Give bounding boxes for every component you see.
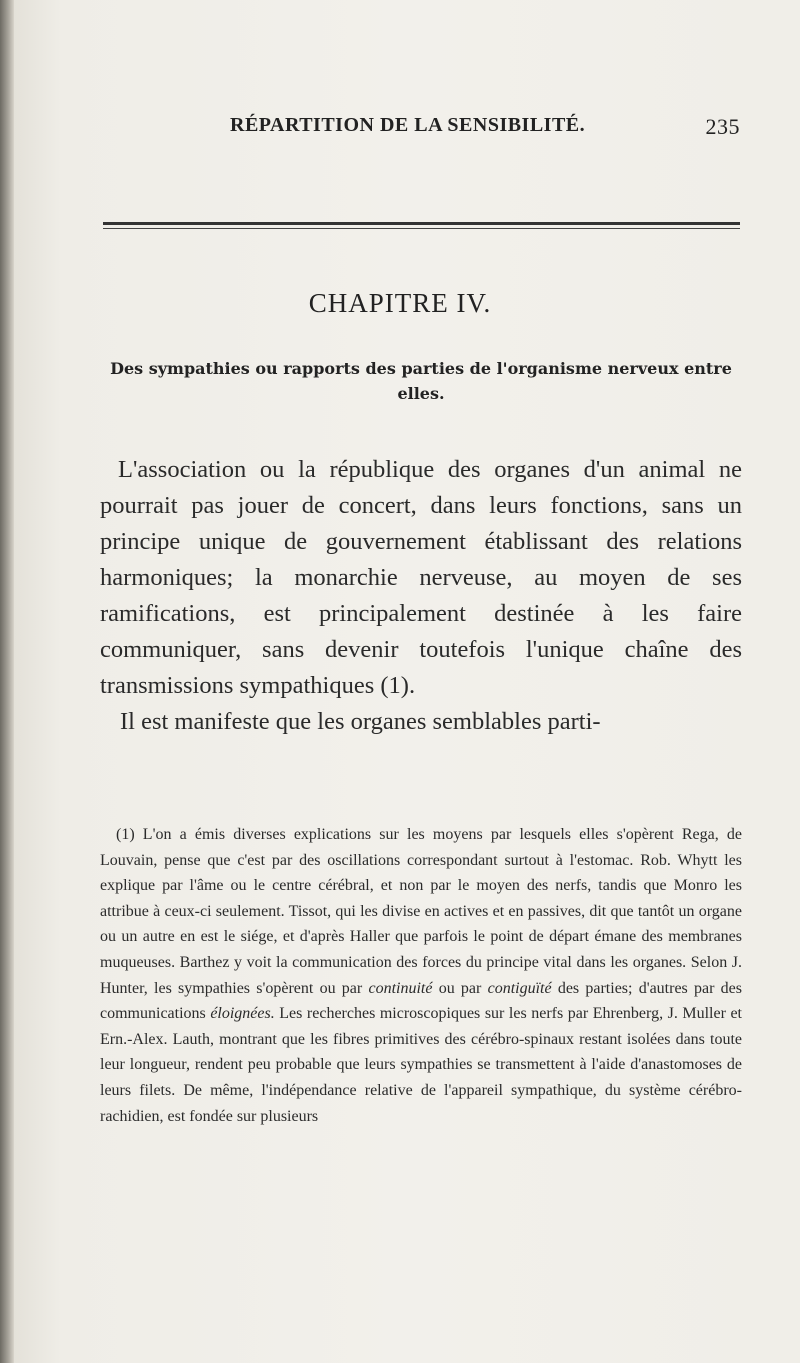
- book-binding-edge: [0, 0, 14, 1363]
- main-text: [100, 452, 742, 740]
- paragraph-2: Il est manifeste que les organes semblables parti-: [120, 708, 601, 735]
- header-rule-thin: [103, 228, 740, 229]
- footnote: [100, 822, 742, 1129]
- chapter-subtitle: Des sympathies ou rapports des parties de l'organisme nerveux entre elles.: [110, 359, 732, 403]
- footnote-paragraph: [100, 822, 742, 1129]
- paragraph-1: L'association ou la république des organes d'un animal ne pourrait pas jouer de concert, dans leurs fonctions, sans un principe unique de gouvernement établissant des relations harmoniques; la monarchie nerveuse, au moyen de ses ramifications, est principalement destinée à les faire communiquer, sans devenir toutefois l'unique chaîne des transmissions sympathiques (1).: [100, 456, 742, 699]
- footnote-emphasis-contiguite: contiguïté: [487, 979, 552, 997]
- footnote-text-2: ou par: [438, 979, 482, 997]
- footnote-emphasis-continuite: continuité: [368, 979, 433, 997]
- footnote-text-1: (1) L'on a émis diverses explications sur les moyens par lesquels elles s'opèrent Rega, de Louvain, pense que c'est par des oscillations correspondant surtout à l'estomac. Rob. Whytt les explique par l'âme ou le centre cérébral, et non par le moyen des nerfs, tandis que Monro les attribue à ceux-ci seulement. Tissot, qui les divise en actives et en passives, dit que tantôt un organe ou un autre en est le siége, et d'après Haller que parfois le point de départ émane des membranes muqueuses. Barthez y voit la communication des forces du principe vital dans les organes. Selon J. Hunter, les sympathies s'opèrent ou par: [100, 826, 742, 997]
- header-rule-thick: [103, 222, 740, 225]
- footnote-emphasis-eloignees: éloignées.: [210, 1005, 275, 1023]
- page-number: 235: [705, 114, 740, 139]
- chapter-heading: CHAPITRE IV.: [308, 288, 492, 318]
- footnote-text-4: Les recherches microscopiques sur les nerfs par Ehrenberg, J. Muller et Ern.-Alex. Lauth, montrant que les fibres primitives des cérébro-spinaux restant isolées dans toute leur longueur, rendent peu probable que leurs sympathies se transmettent à l'aide d'anastomoses de leurs filets. De même, l'indépendance relative de l'appareil sympathique, du système cérébro-rachidien, est fondée sur plusieurs: [100, 1005, 743, 1125]
- running-title: RÉPARTITION DE LA SENSIBILITÉ.: [230, 114, 586, 136]
- footnote-text-3: des parties; d'autres par des communications: [100, 979, 743, 1023]
